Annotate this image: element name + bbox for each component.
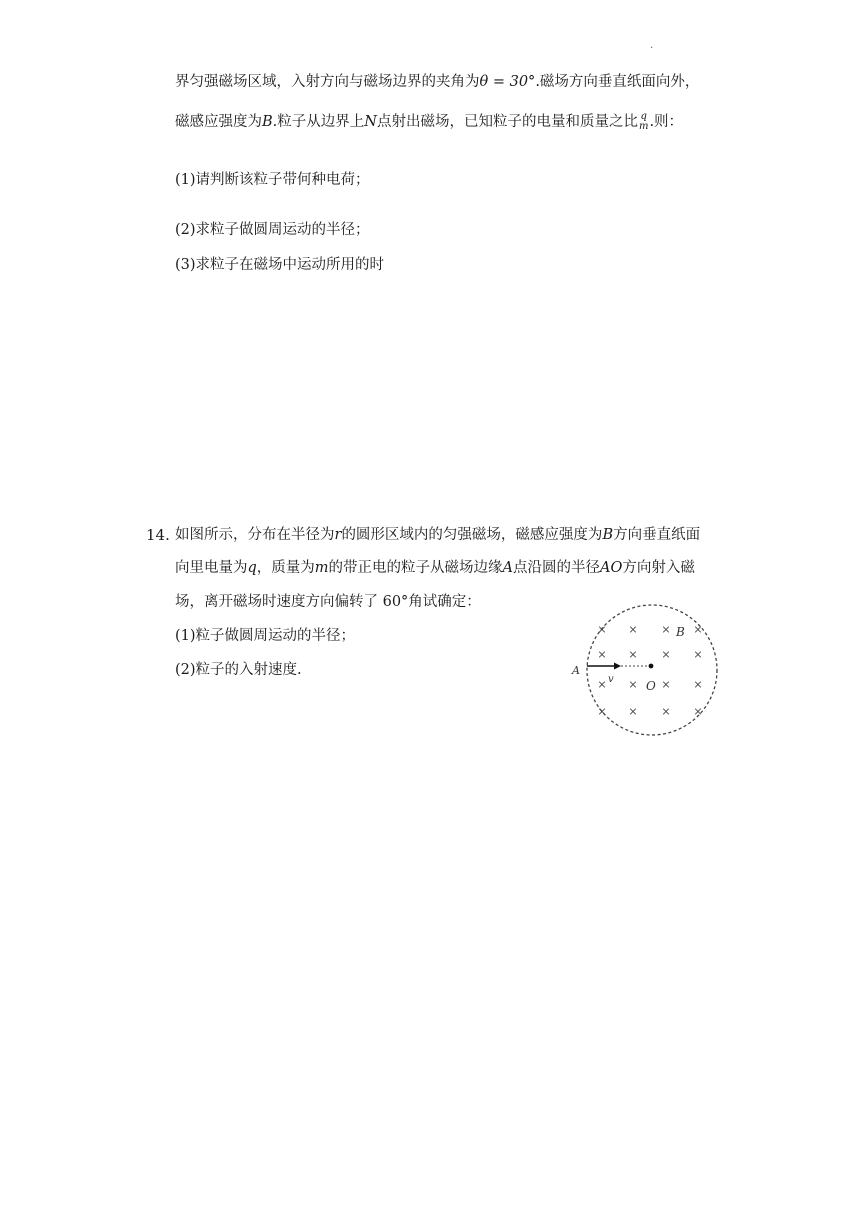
q14-line2-text-e: 方向射入磁	[622, 560, 695, 576]
q14-line1	[175, 525, 700, 545]
q14-line1-text-c: 方向垂直纸面	[613, 527, 701, 543]
q14-part2: (2)粒子的入射速度.	[175, 662, 302, 678]
field-cross: ×	[693, 705, 703, 718]
q13-line2-text-b: .粒子从边界上	[272, 114, 365, 130]
q14-symbol-A: A	[502, 560, 514, 576]
q13-part1: (1)请判断该粒子带何种电荷；	[175, 172, 370, 188]
field-crosses	[597, 623, 702, 718]
q13-fraction	[639, 112, 648, 132]
q14-line2-text-d: 点沿圆的半径	[513, 560, 601, 576]
q13-line2-text-c: 点射出磁场，已知粒子的电量和质量之比	[376, 114, 638, 130]
label-v: v	[608, 674, 614, 685]
field-cross: ×	[597, 648, 607, 661]
field-cross: ×	[628, 678, 638, 691]
q14-line2-text-b: ，质量为	[256, 560, 315, 576]
q14-line2-text-c: 的带正电的粒子从磁场边缘	[328, 560, 503, 576]
q14-line3: 场，离开磁场时速度方向偏转了 60°角试确定：	[175, 594, 481, 610]
q13-part2: (2)求粒子做圆周运动的半径；	[175, 222, 370, 238]
page-marker: .	[650, 40, 654, 51]
q13-symbol-N: N	[364, 114, 377, 130]
q13-frac-numerator: q	[640, 111, 647, 122]
q14-symbol-q: q	[247, 560, 257, 576]
q13-frac-denominator: m	[638, 121, 649, 132]
field-cross: ×	[597, 623, 607, 636]
magnetic-field-figure	[568, 600, 728, 740]
q13-line2-text-a: 磁感应强度为	[175, 114, 262, 130]
field-diagram-svg	[568, 600, 728, 740]
q14-symbol-r: r	[334, 527, 342, 543]
field-cross: ×	[628, 648, 638, 661]
field-cross: ×	[693, 648, 703, 661]
field-cross: ×	[597, 678, 607, 691]
center-point-O	[649, 664, 654, 669]
q14-symbol-B: B	[602, 527, 614, 543]
field-cross: ×	[661, 705, 671, 718]
velocity-arrowhead	[614, 663, 621, 670]
field-cross: ×	[693, 678, 703, 691]
field-cross: ×	[628, 705, 638, 718]
q13-theta: θ = 30°	[479, 74, 536, 90]
q14-line2	[175, 558, 695, 578]
q14-line1-text-b: 的圆形区域内的匀强磁场，磁感应强度为	[341, 527, 603, 543]
field-cross: ×	[628, 623, 638, 636]
field-cross: ×	[661, 623, 671, 636]
q13-line1-text-b: .磁场方向垂直纸面向外，	[535, 74, 700, 90]
q14-line2-text-a: 向里电量为	[175, 560, 248, 576]
q13-symbol-B: B	[262, 114, 273, 130]
q13-line2	[175, 112, 683, 132]
field-cross: ×	[661, 678, 671, 691]
q13-line1	[175, 72, 699, 92]
q13-line1-text-a: 界匀强磁场区域，入射方向与磁场边界的夹角为	[175, 74, 480, 90]
q13-part3: (3)求粒子在磁场中运动所用的时	[175, 257, 385, 273]
q14-part1: (1)粒子做圆周运动的半径；	[175, 628, 356, 644]
label-B: B	[676, 625, 685, 639]
field-cross: ×	[661, 648, 671, 661]
q14-number: 14.	[146, 526, 170, 544]
q14-symbol-m: m	[314, 560, 329, 576]
label-A: A	[572, 664, 580, 677]
field-cross: ×	[693, 623, 703, 636]
q13-line2-text-d: .则：	[649, 114, 684, 130]
field-cross: ×	[597, 705, 607, 718]
q14-symbol-AO: AO	[600, 560, 623, 576]
label-O: O	[646, 679, 656, 693]
q14-line1-text-a: 如图所示，分布在半径为	[175, 527, 335, 543]
